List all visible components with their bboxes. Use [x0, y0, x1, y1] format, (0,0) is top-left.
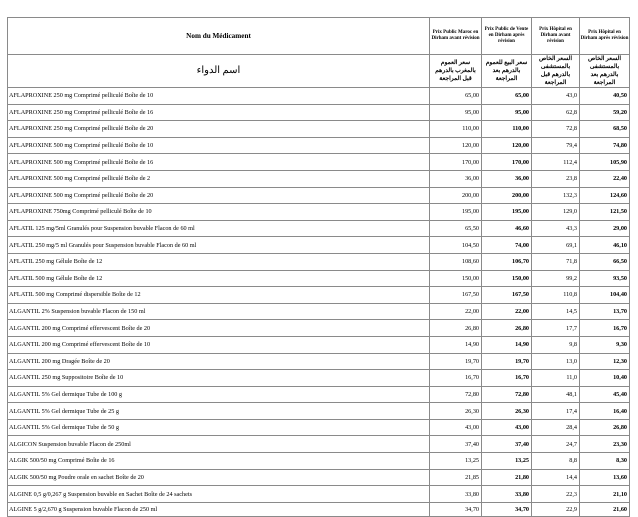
- col-header-ppv-ar: سعر البيع للعموم بالدرهم بعد المراجعة: [482, 55, 532, 88]
- col-header-hospital-after: Prix Hôpital en Dirham après révision: [580, 18, 630, 55]
- cell-hospital-before: 23,8: [532, 170, 580, 187]
- cell-ppv: 150,00: [482, 270, 532, 287]
- cell-hospital-before: 22,9: [532, 502, 580, 516]
- cell-ppv: 36,00: [482, 170, 532, 187]
- cell-name: AFLAPROXINE 750mg Comprimé pelliculé Boîte de 10: [8, 204, 430, 221]
- table-row: [8, 204, 630, 221]
- table-row: [8, 220, 630, 237]
- cell-name: AFLATIL 125 mg/5ml Granulés pour Suspension buvable Flacon de 60 ml: [8, 220, 430, 237]
- cell-ppv: 95,00: [482, 104, 532, 121]
- cell-hospital-before: 62,8: [532, 104, 580, 121]
- cell-hospital-after: 59,20: [580, 104, 630, 121]
- table-row: [8, 270, 630, 287]
- col-header-ppv: Prix Public de Vente en Dirham après révision: [482, 18, 532, 55]
- table-row: [8, 419, 630, 436]
- cell-hospital-before: 11,0: [532, 370, 580, 387]
- col-header-hospital-before-ar: السعر الخاص بالمستشفى بالدرهم قبل المراجعة: [532, 55, 580, 88]
- cell-hospital-before: 17,7: [532, 320, 580, 337]
- cell-name: AFLATIL 500 mg Gélule Boîte de 12: [8, 270, 430, 287]
- cell-name: AFLAPROXINE 500 mg Comprimé pelliculé Boîte de 10: [8, 137, 430, 154]
- cell-hospital-after: 26,80: [580, 419, 630, 436]
- cell-ppm: 19,70: [430, 353, 482, 370]
- col-header-hospital-before: Prix Hôpital en Dirham avant révision: [532, 18, 580, 55]
- cell-ppv: 167,50: [482, 287, 532, 304]
- cell-hospital-before: 28,4: [532, 419, 580, 436]
- cell-hospital-before: 99,2: [532, 270, 580, 287]
- col-header-hospital-after-ar: السعر الخاص بالمستشفى بالدرهم بعد المراجعة: [580, 55, 630, 88]
- table-row: [8, 320, 630, 337]
- cell-name: AFLATIL 500 mg Comprimé dispersible Boîte de 12: [8, 287, 430, 304]
- table-row: [8, 453, 630, 470]
- cell-hospital-before: 9,8: [532, 336, 580, 353]
- cell-name: AFLAPROXINE 250 mg Comprimé pelliculé Boîte de 16: [8, 104, 430, 121]
- col-header-ppm: Prix Public Maroc en Dirham avant révision: [430, 18, 482, 55]
- cell-ppv: 120,00: [482, 137, 532, 154]
- cell-ppv: 22,00: [482, 303, 532, 320]
- cell-hospital-before: 110,8: [532, 287, 580, 304]
- table-row: [8, 502, 630, 516]
- cell-ppv: 110,00: [482, 121, 532, 138]
- cell-hospital-before: 22,3: [532, 486, 580, 503]
- cell-hospital-after: 29,00: [580, 220, 630, 237]
- cell-ppm: 120,00: [430, 137, 482, 154]
- cell-ppm: 150,00: [430, 270, 482, 287]
- col-header-name: Nom du Médicament: [8, 18, 430, 55]
- cell-hospital-after: 74,80: [580, 137, 630, 154]
- cell-ppv: 65,00: [482, 88, 532, 105]
- table-row: [8, 154, 630, 171]
- cell-hospital-after: 21,60: [580, 502, 630, 516]
- cell-hospital-after: 16,70: [580, 320, 630, 337]
- cell-hospital-after: 105,90: [580, 154, 630, 171]
- cell-hospital-after: 121,50: [580, 204, 630, 221]
- cell-hospital-before: 13,0: [532, 353, 580, 370]
- table-row: [8, 137, 630, 154]
- cell-name: ALGANTIL 200 mg Comprimé effervescent Boîte de 10: [8, 336, 430, 353]
- cell-name: AFLATIL 250 mg/5 ml Granulés pour Suspension buvable Flacon de 60 ml: [8, 237, 430, 254]
- cell-ppv: 16,70: [482, 370, 532, 387]
- cell-ppm: 43,00: [430, 419, 482, 436]
- cell-ppv: 72,80: [482, 386, 532, 403]
- table-row: [8, 88, 630, 105]
- header-row-arabic: [8, 55, 630, 88]
- cell-hospital-after: 16,40: [580, 403, 630, 420]
- cell-hospital-after: 21,10: [580, 486, 630, 503]
- table-row: [8, 170, 630, 187]
- table-row: [8, 237, 630, 254]
- cell-name: ALGANTIL 250 mg Suppositoire Boîte de 10: [8, 370, 430, 387]
- cell-ppm: 200,00: [430, 187, 482, 204]
- table-row: [8, 303, 630, 320]
- cell-hospital-before: 24,7: [532, 436, 580, 453]
- cell-hospital-before: 72,8: [532, 121, 580, 138]
- cell-hospital-after: 40,50: [580, 88, 630, 105]
- col-header-ppm-ar: سعر العموم بالمغرب بالدرهم قبل المراجعة: [430, 55, 482, 88]
- cell-ppm: 26,80: [430, 320, 482, 337]
- cell-name: ALGANTIL 200 mg Comprimé effervescent Boîte de 20: [8, 320, 430, 337]
- cell-name: AFLAPROXINE 500 mg Comprimé pelliculé Boîte de 2: [8, 170, 430, 187]
- table-row: [8, 486, 630, 503]
- cell-hospital-before: 69,1: [532, 237, 580, 254]
- cell-hospital-before: 43,0: [532, 88, 580, 105]
- cell-ppv: 34,70: [482, 502, 532, 516]
- cell-hospital-after: 68,50: [580, 121, 630, 138]
- cell-ppm: 65,00: [430, 88, 482, 105]
- cell-ppm: 21,85: [430, 469, 482, 486]
- table-row: [8, 386, 630, 403]
- cell-ppm: 33,80: [430, 486, 482, 503]
- cell-name: ALGINE 5 g/2,670 g Suspension buvable Flacon de 250 ml: [8, 502, 430, 516]
- cell-ppm: 16,70: [430, 370, 482, 387]
- table-row: [8, 403, 630, 420]
- cell-hospital-after: 13,60: [580, 469, 630, 486]
- cell-ppv: 33,80: [482, 486, 532, 503]
- cell-name: AFLAPROXINE 500 mg Comprimé pelliculé Boîte de 16: [8, 154, 430, 171]
- cell-ppv: 26,80: [482, 320, 532, 337]
- cell-ppm: 22,00: [430, 303, 482, 320]
- cell-ppm: 110,00: [430, 121, 482, 138]
- cell-hospital-after: 8,30: [580, 453, 630, 470]
- cell-hospital-after: 12,30: [580, 353, 630, 370]
- cell-ppv: 43,00: [482, 419, 532, 436]
- cell-hospital-before: 43,3: [532, 220, 580, 237]
- cell-hospital-before: 79,4: [532, 137, 580, 154]
- table-row: [8, 436, 630, 453]
- cell-ppm: 34,70: [430, 502, 482, 516]
- table-row: [8, 353, 630, 370]
- cell-hospital-after: 22,40: [580, 170, 630, 187]
- cell-ppm: 167,50: [430, 287, 482, 304]
- cell-name: ALGANTIL 5% Gel dermique Tube de 50 g: [8, 419, 430, 436]
- cell-ppm: 36,00: [430, 170, 482, 187]
- cell-ppm: 72,80: [430, 386, 482, 403]
- cell-hospital-before: 8,8: [532, 453, 580, 470]
- table-row: [8, 187, 630, 204]
- cell-hospital-after: 10,40: [580, 370, 630, 387]
- cell-hospital-after: 13,70: [580, 303, 630, 320]
- cell-ppv: 200,00: [482, 187, 532, 204]
- header-row-french: [8, 18, 630, 55]
- cell-hospital-after: 9,30: [580, 336, 630, 353]
- cell-ppv: 14,90: [482, 336, 532, 353]
- table-body: [8, 88, 630, 517]
- price-document: [7, 17, 629, 517]
- cell-hospital-after: 23,30: [580, 436, 630, 453]
- table-row: [8, 121, 630, 138]
- cell-name: ALGINE 0,5 g/0,267 g Suspension buvable en Sachet Boîte de 24 sachets: [8, 486, 430, 503]
- table-row: [8, 287, 630, 304]
- cell-ppm: 37,40: [430, 436, 482, 453]
- cell-hospital-before: 71,8: [532, 253, 580, 270]
- table-row: [8, 336, 630, 353]
- cell-ppm: 26,30: [430, 403, 482, 420]
- cell-ppv: 74,00: [482, 237, 532, 254]
- cell-ppv: 19,70: [482, 353, 532, 370]
- cell-ppv: 46,60: [482, 220, 532, 237]
- cell-name: AFLAPROXINE 250 mg Comprimé pelliculé Boîte de 10: [8, 88, 430, 105]
- cell-ppm: 195,00: [430, 204, 482, 221]
- cell-hospital-before: 14,5: [532, 303, 580, 320]
- cell-name: AFLATIL 250 mg Gélule Boîte de 12: [8, 253, 430, 270]
- table-row: [8, 104, 630, 121]
- cell-hospital-after: 104,40: [580, 287, 630, 304]
- cell-name: ALGANTIL 2% Suspension buvable Flacon de 150 ml: [8, 303, 430, 320]
- cell-hospital-after: 66,50: [580, 253, 630, 270]
- cell-ppv: 106,70: [482, 253, 532, 270]
- cell-ppm: 65,50: [430, 220, 482, 237]
- cell-hospital-before: 48,1: [532, 386, 580, 403]
- table-row: [8, 253, 630, 270]
- cell-ppv: 170,00: [482, 154, 532, 171]
- cell-ppv: 37,40: [482, 436, 532, 453]
- cell-ppm: 104,50: [430, 237, 482, 254]
- cell-hospital-after: 45,40: [580, 386, 630, 403]
- cell-name: ALGIK 500/50 mg Comprimé Boîte de 16: [8, 453, 430, 470]
- cell-name: ALGIK 500/50 mg Poudre orale en sachet Boîte de 20: [8, 469, 430, 486]
- cell-ppm: 108,60: [430, 253, 482, 270]
- cell-ppv: 26,30: [482, 403, 532, 420]
- cell-hospital-before: 129,0: [532, 204, 580, 221]
- price-table: [7, 17, 630, 517]
- cell-hospital-after: 93,50: [580, 270, 630, 287]
- cell-hospital-before: 17,4: [532, 403, 580, 420]
- cell-ppm: 14,90: [430, 336, 482, 353]
- cell-hospital-after: 124,60: [580, 187, 630, 204]
- cell-hospital-before: 132,3: [532, 187, 580, 204]
- cell-ppm: 170,00: [430, 154, 482, 171]
- col-header-name-ar: اسم الدواء: [8, 55, 430, 88]
- cell-name: ALGANTIL 5% Gel dermique Tube de 25 g: [8, 403, 430, 420]
- cell-name: AFLAPROXINE 250 mg Comprimé pelliculé Boîte de 20: [8, 121, 430, 138]
- cell-ppm: 95,00: [430, 104, 482, 121]
- cell-name: ALGICON Suspension buvable Flacon de 250ml: [8, 436, 430, 453]
- cell-name: AFLAPROXINE 500 mg Comprimé pelliculé Boîte de 20: [8, 187, 430, 204]
- table-row: [8, 469, 630, 486]
- cell-hospital-before: 112,4: [532, 154, 580, 171]
- cell-ppv: 21,80: [482, 469, 532, 486]
- cell-ppm: 13,25: [430, 453, 482, 470]
- cell-ppv: 13,25: [482, 453, 532, 470]
- cell-ppv: 195,00: [482, 204, 532, 221]
- cell-name: ALGANTIL 5% Gel dermique Tube de 100 g: [8, 386, 430, 403]
- cell-name: ALGANTIL 200 mg Dragée Boîte de 20: [8, 353, 430, 370]
- cell-hospital-after: 46,10: [580, 237, 630, 254]
- cell-hospital-before: 14,4: [532, 469, 580, 486]
- table-row: [8, 370, 630, 387]
